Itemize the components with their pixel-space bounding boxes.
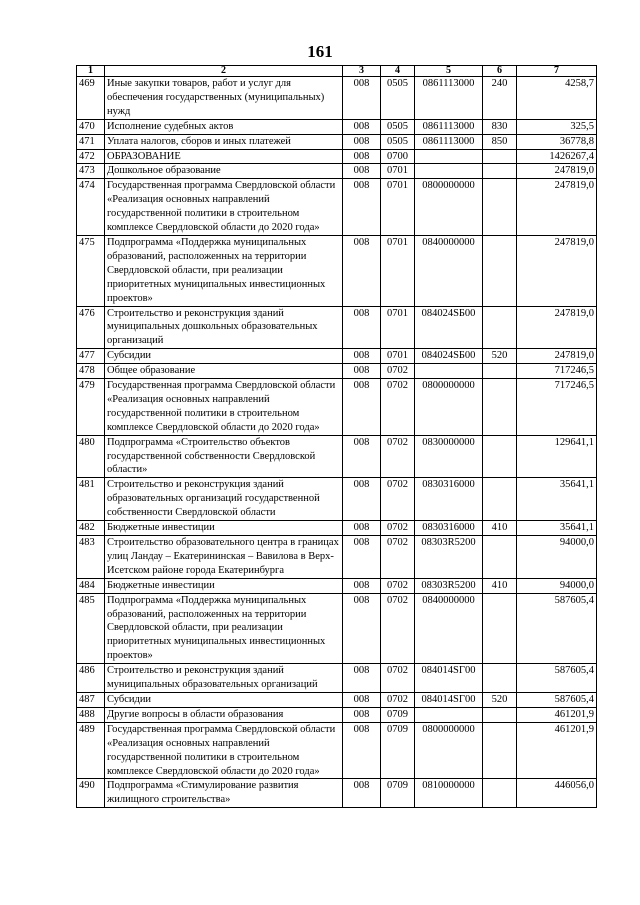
row-amount: 717246,5 [517, 379, 597, 436]
row-name: Строительство и реконструкция зданий муниципальных дошкольных образовательных организаций [105, 306, 343, 349]
row-admin-code: 008 [343, 478, 381, 521]
table-row [77, 119, 597, 134]
table-row [77, 435, 597, 478]
row-target-article: 0840000000 [415, 235, 483, 306]
row-admin-code: 008 [343, 149, 381, 164]
row-number: 487 [77, 692, 105, 707]
row-amount: 35641,1 [517, 521, 597, 536]
row-expense-type [483, 364, 517, 379]
row-amount: 247819,0 [517, 306, 597, 349]
row-name: Бюджетные инвестиции [105, 521, 343, 536]
row-expense-type [483, 722, 517, 779]
table-row [77, 379, 597, 436]
row-target-article: 084014SГ00 [415, 664, 483, 693]
row-number: 470 [77, 119, 105, 134]
row-name: Субсидии [105, 349, 343, 364]
row-target-article: 0810000000 [415, 779, 483, 808]
row-amount: 129641,1 [517, 435, 597, 478]
row-number: 488 [77, 707, 105, 722]
row-expense-type: 830 [483, 119, 517, 134]
row-admin-code: 008 [343, 707, 381, 722]
row-amount: 36778,8 [517, 134, 597, 149]
row-section-code: 0702 [381, 536, 415, 579]
row-expense-type [483, 435, 517, 478]
row-section-code: 0701 [381, 179, 415, 236]
row-section-code: 0701 [381, 164, 415, 179]
row-target-article [415, 707, 483, 722]
row-amount: 446056,0 [517, 779, 597, 808]
row-admin-code: 008 [343, 435, 381, 478]
column-header-2: 2 [105, 66, 343, 77]
table-header-row [77, 66, 597, 77]
row-expense-type [483, 149, 517, 164]
row-target-article [415, 364, 483, 379]
row-number: 485 [77, 593, 105, 664]
row-section-code: 0505 [381, 134, 415, 149]
table-body [77, 77, 597, 808]
row-section-code: 0709 [381, 722, 415, 779]
row-number: 476 [77, 306, 105, 349]
row-name: Подпрограмма «Строительство объектов государственной собственности Свердловской области» [105, 435, 343, 478]
row-number: 473 [77, 164, 105, 179]
row-amount: 94000,0 [517, 536, 597, 579]
column-header-7: 7 [517, 66, 597, 77]
row-name: Дошкольное образование [105, 164, 343, 179]
row-admin-code: 008 [343, 134, 381, 149]
table-row [77, 664, 597, 693]
row-number: 482 [77, 521, 105, 536]
table-row [77, 521, 597, 536]
row-amount: 1426267,4 [517, 149, 597, 164]
row-amount: 461201,9 [517, 707, 597, 722]
row-target-article: 0861113000 [415, 77, 483, 120]
row-target-article: 0840000000 [415, 593, 483, 664]
row-section-code: 0702 [381, 521, 415, 536]
row-target-article: 0800000000 [415, 179, 483, 236]
row-section-code: 0709 [381, 779, 415, 808]
row-expense-type [483, 164, 517, 179]
table-row [77, 722, 597, 779]
row-number: 477 [77, 349, 105, 364]
row-admin-code: 008 [343, 536, 381, 579]
row-number: 471 [77, 134, 105, 149]
table-row [77, 235, 597, 306]
table-row [77, 349, 597, 364]
row-admin-code: 008 [343, 235, 381, 306]
row-number: 483 [77, 536, 105, 579]
row-section-code: 0702 [381, 692, 415, 707]
row-amount: 35641,1 [517, 478, 597, 521]
row-expense-type [483, 536, 517, 579]
row-section-code: 0505 [381, 119, 415, 134]
row-admin-code: 008 [343, 349, 381, 364]
table-row [77, 692, 597, 707]
row-admin-code: 008 [343, 664, 381, 693]
row-amount: 587605,4 [517, 664, 597, 693]
row-amount: 247819,0 [517, 179, 597, 236]
row-expense-type [483, 664, 517, 693]
table-row [77, 536, 597, 579]
row-name: Бюджетные инвестиции [105, 578, 343, 593]
table-row [77, 149, 597, 164]
row-admin-code: 008 [343, 119, 381, 134]
row-name: Государственная программа Свердловской области «Реализация основных направлений государственной политики в строительном комплексе Свердловской области до 2020 года» [105, 722, 343, 779]
row-admin-code: 008 [343, 306, 381, 349]
table-row [77, 478, 597, 521]
row-number: 475 [77, 235, 105, 306]
row-expense-type: 410 [483, 578, 517, 593]
row-admin-code: 008 [343, 364, 381, 379]
table-row [77, 593, 597, 664]
row-number: 489 [77, 722, 105, 779]
row-number: 478 [77, 364, 105, 379]
row-name: Другие вопросы в области образования [105, 707, 343, 722]
row-target-article [415, 149, 483, 164]
row-section-code: 0702 [381, 578, 415, 593]
table-row [77, 164, 597, 179]
table-row [77, 364, 597, 379]
row-section-code: 0700 [381, 149, 415, 164]
row-number: 480 [77, 435, 105, 478]
column-header-1: 1 [77, 66, 105, 77]
row-number: 484 [77, 578, 105, 593]
budget-table [76, 65, 597, 808]
row-admin-code: 008 [343, 692, 381, 707]
row-expense-type [483, 593, 517, 664]
row-number: 479 [77, 379, 105, 436]
table-row [77, 707, 597, 722]
row-number: 486 [77, 664, 105, 693]
row-section-code: 0505 [381, 77, 415, 120]
table-row [77, 779, 597, 808]
row-number: 474 [77, 179, 105, 236]
row-number: 490 [77, 779, 105, 808]
page-number: 161 [307, 42, 333, 61]
row-admin-code: 008 [343, 578, 381, 593]
row-expense-type [483, 707, 517, 722]
row-name: Подпрограмма «Поддержка муниципальных образований, расположенных на территории Свердловской области, при реализации приоритетных муниципальных инвестиционных проектов» [105, 235, 343, 306]
table-row [77, 77, 597, 120]
row-amount: 247819,0 [517, 349, 597, 364]
row-section-code: 0702 [381, 593, 415, 664]
row-admin-code: 008 [343, 164, 381, 179]
row-amount: 94000,0 [517, 578, 597, 593]
row-expense-type [483, 306, 517, 349]
row-expense-type: 850 [483, 134, 517, 149]
row-amount: 587605,4 [517, 692, 597, 707]
row-amount: 587605,4 [517, 593, 597, 664]
row-admin-code: 008 [343, 77, 381, 120]
row-expense-type: 520 [483, 692, 517, 707]
row-target-article: 084024SБ00 [415, 306, 483, 349]
row-section-code: 0702 [381, 364, 415, 379]
row-section-code: 0701 [381, 349, 415, 364]
row-target-article: 084024SБ00 [415, 349, 483, 364]
row-target-article: 08303R5200 [415, 578, 483, 593]
row-expense-type [483, 779, 517, 808]
row-name: Иные закупки товаров, работ и услуг для обеспечения государственных (муниципальных) нужд [105, 77, 343, 120]
row-section-code: 0701 [381, 235, 415, 306]
row-target-article [415, 164, 483, 179]
row-number: 469 [77, 77, 105, 120]
row-name: Государственная программа Свердловской области «Реализация основных направлений государственной политики в строительном комплексе Свердловской области до 2020 года» [105, 379, 343, 436]
column-header-5: 5 [415, 66, 483, 77]
table-row [77, 134, 597, 149]
row-name: Строительство образовательного центра в границах улиц Ландау – Екатерининская – Вавилова в Верх-Исетском районе города Екатеринбурга [105, 536, 343, 579]
row-target-article: 0830316000 [415, 478, 483, 521]
row-amount: 247819,0 [517, 164, 597, 179]
row-name: Государственная программа Свердловской области «Реализация основных направлений государственной политики в строительном комплексе Свердловской области до 2020 года» [105, 179, 343, 236]
row-amount: 461201,9 [517, 722, 597, 779]
column-header-4: 4 [381, 66, 415, 77]
row-amount: 4258,7 [517, 77, 597, 120]
row-admin-code: 008 [343, 179, 381, 236]
row-name: Строительство и реконструкция зданий муниципальных образовательных организаций [105, 664, 343, 693]
row-name: Субсидии [105, 692, 343, 707]
row-amount: 325,5 [517, 119, 597, 134]
row-name: Общее образование [105, 364, 343, 379]
row-number: 481 [77, 478, 105, 521]
row-target-article: 0800000000 [415, 722, 483, 779]
row-target-article: 0800000000 [415, 379, 483, 436]
row-target-article: 084014SГ00 [415, 692, 483, 707]
row-admin-code: 008 [343, 379, 381, 436]
row-name: Уплата налогов, сборов и иных платежей [105, 134, 343, 149]
table-row [77, 306, 597, 349]
table-row [77, 179, 597, 236]
row-section-code: 0702 [381, 435, 415, 478]
row-admin-code: 008 [343, 593, 381, 664]
row-expense-type: 520 [483, 349, 517, 364]
row-section-code: 0702 [381, 664, 415, 693]
row-section-code: 0701 [381, 306, 415, 349]
column-header-3: 3 [343, 66, 381, 77]
row-expense-type [483, 235, 517, 306]
row-name: Подпрограмма «Поддержка муниципальных образований, расположенных на территории Свердловской области, при реализации приоритетных муниципальных инвестиционных проектов» [105, 593, 343, 664]
row-amount: 717246,5 [517, 364, 597, 379]
row-target-article: 0830000000 [415, 435, 483, 478]
row-amount: 247819,0 [517, 235, 597, 306]
row-section-code: 0702 [381, 478, 415, 521]
row-admin-code: 008 [343, 779, 381, 808]
row-name: Подпрограмма «Стимулирование развития жилищного строительства» [105, 779, 343, 808]
row-name: Строительство и реконструкция зданий образовательных организаций государственной собственности Свердловской области [105, 478, 343, 521]
row-target-article: 08303R5200 [415, 536, 483, 579]
row-name: ОБРАЗОВАНИЕ [105, 149, 343, 164]
row-section-code: 0709 [381, 707, 415, 722]
row-target-article: 0861113000 [415, 119, 483, 134]
column-header-6: 6 [483, 66, 517, 77]
row-expense-type [483, 478, 517, 521]
row-admin-code: 008 [343, 521, 381, 536]
row-expense-type: 410 [483, 521, 517, 536]
row-expense-type: 240 [483, 77, 517, 120]
row-target-article: 0861113000 [415, 134, 483, 149]
row-expense-type [483, 179, 517, 236]
row-section-code: 0702 [381, 379, 415, 436]
row-admin-code: 008 [343, 722, 381, 779]
table-row [77, 578, 597, 593]
row-name: Исполнение судебных актов [105, 119, 343, 134]
row-number: 472 [77, 149, 105, 164]
row-target-article: 0830316000 [415, 521, 483, 536]
row-expense-type [483, 379, 517, 436]
